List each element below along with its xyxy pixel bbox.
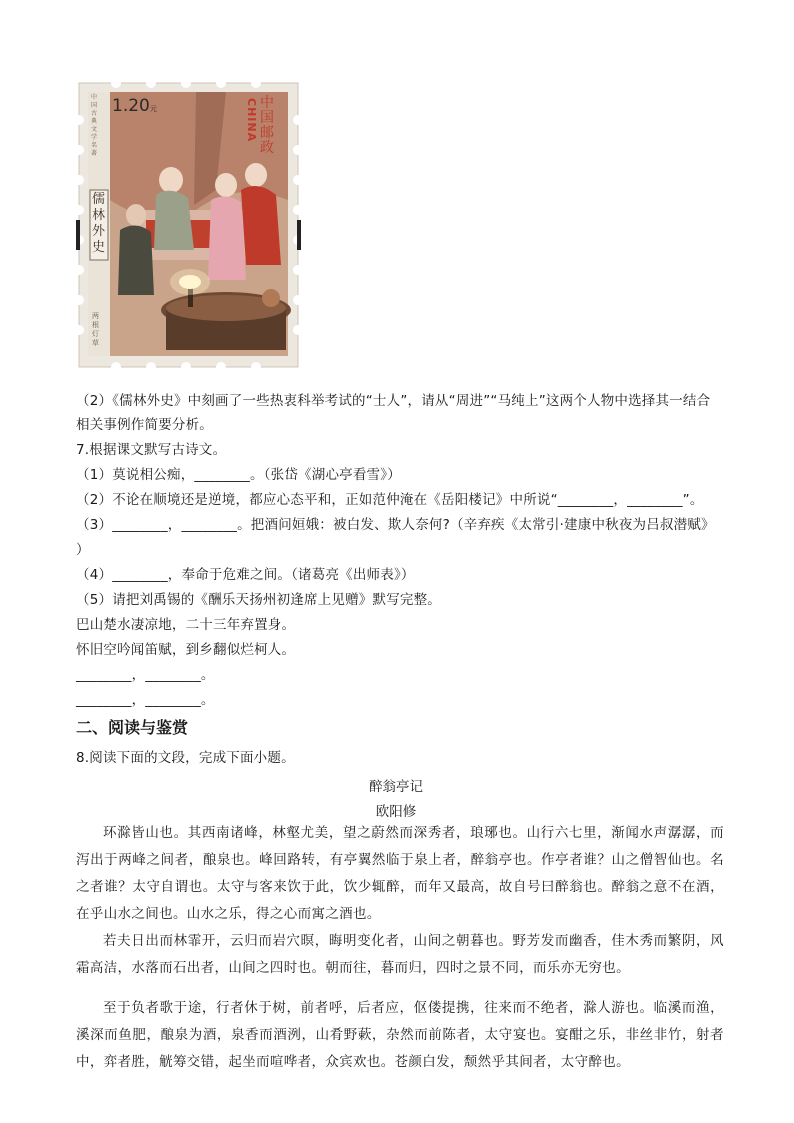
q7-blank-line1: ________，________。 (76, 667, 215, 683)
q7-poem-line1: 巴山楚水凄凉地，二十三年弃置身。 (76, 617, 296, 633)
q7-poem-line2: 怀旧空吟闻笛赋，到乡翻似烂柯人。 (76, 642, 296, 658)
q7-item3-line1: （3）________，________。把酒问姮娥：被白发、欺人奈何?（辛弃疾《太常引·建康中秋夜为吕叔潜赋》 (76, 517, 715, 533)
article-title: 醉翁亭记 (369, 779, 423, 795)
stamp-scene-caption: 两根灯草 (92, 312, 99, 347)
q7-title: 7.根据课文默写古诗文。 (76, 442, 227, 458)
stamp-denomination: 1.20元 (112, 96, 157, 116)
article-paragraph-2: 若夫日出而林霏开，云归而岩穴暝，晦明变化者，山间之朝暮也。野芳发而幽香，佳木秀而繁阴，风霜高洁，水落而石出者，山间之四时也。朝而往，暮而归，四时之景不同，而乐亦无穷也。 (76, 933, 724, 976)
q7-item2: （2）不论在顺境还是逆境，都应心态平和，正如范仲淹在《岳阳楼记》中所说“________，________”。 (76, 492, 704, 508)
stamp-series-text: 中国古典文学名著 (91, 94, 98, 157)
article-author: 欧阳修 (375, 804, 417, 820)
stamp-book-title: 儒林外史 (92, 192, 106, 255)
q7-item5: （5）请把刘禹锡的《酬乐天扬州初逢席上见赠》默写完整。 (76, 592, 441, 608)
rulin-waishi-stamp (76, 80, 301, 370)
q7-item4: （4）________，奉命于危难之间。（诸葛亮《出师表》） (76, 567, 415, 583)
stamp-country-en: CHINA (245, 98, 258, 143)
q7-blank-line2: ________，________。 (76, 692, 215, 708)
article-paragraph-3: 至于负者歌于途，行者休于树，前者呼，后者应，伛偻提携，往来而不绝者，滁人游也。临溪而渔，溪深而鱼肥，酿泉为酒，泉香而酒洌，山肴野蔌，杂然而前陈者，太守宴也。宴酣之乐，非丝非竹，射者中，弈者胜，觥筹交错，起坐而喧哗者，众宾欢也。苍颜白发，颓然乎其间者，太守醉也。 (76, 1000, 724, 1070)
q7-item1: （1）莫说相公痴，________。（张岱《湖心亭看雪》） (76, 467, 401, 483)
section-heading: 二、阅读与鉴赏 (76, 718, 189, 737)
q6-part2-line2: 相关事例作简要分析。 (76, 417, 213, 433)
stamp-country-cn: 中国邮政 (260, 95, 274, 156)
article-paragraph-1: 环滁皆山也。其西南诸峰，林壑尤美，望之蔚然而深秀者，琅琊也。山行六七里，渐闻水声潺潺，而泻出于两峰之间者，酿泉也。峰回路转，有亭翼然临于泉上者，醉翁亭也。作亭者谁？山之僧智仙也。名之者谁？太守自谓也。太守与客来饮于此，饮少辄醉，而年又最高，故自号曰醉翁也。醉翁之意不在酒，在乎山水之间也。山水之乐，得之心而寓之酒也。 (76, 825, 724, 922)
q6-part2-line1: （2）《儒林外史》中刻画了一些热衷科举考试的“士人”，请从“周进”“马纯上”这两个人物中选择其一结合 (76, 393, 711, 409)
q7-item3-line2: ） (76, 542, 90, 558)
q8-title: 8.阅读下面的文段，完成下面小题。 (76, 750, 295, 766)
